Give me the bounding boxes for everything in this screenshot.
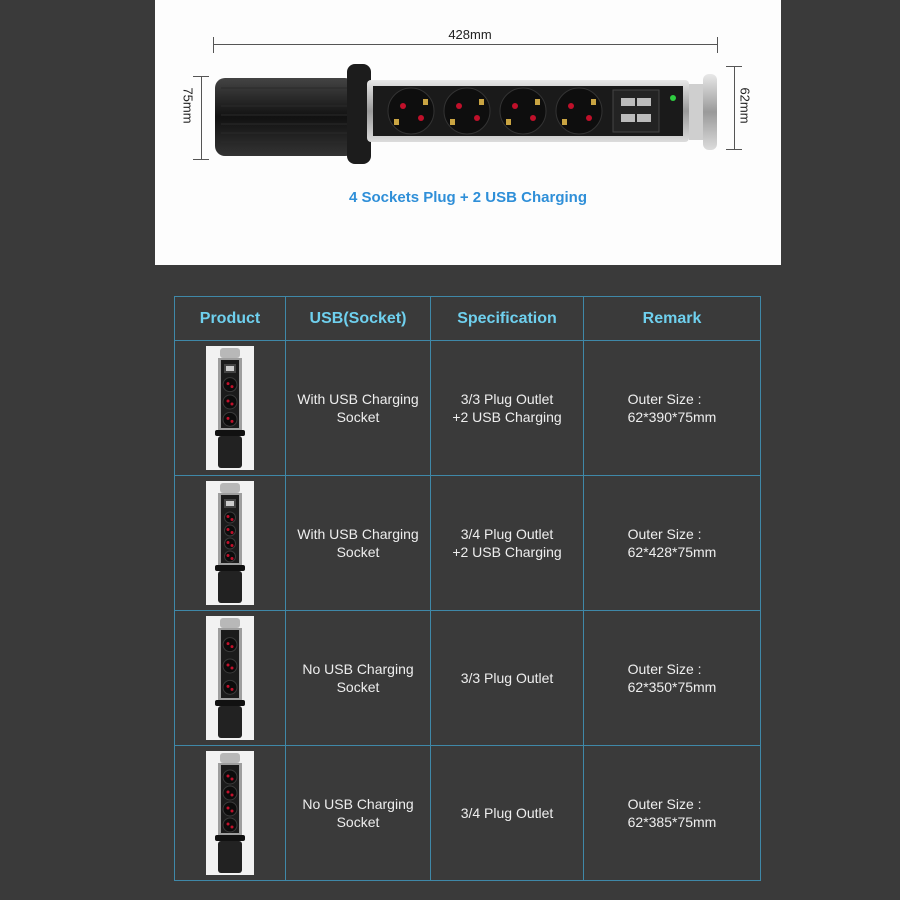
tower-thumbnail-icon (206, 751, 254, 875)
spec-cell (431, 611, 584, 746)
tower-thumbnail-icon (206, 346, 254, 470)
product-thumbnail (206, 616, 254, 740)
product-thumbnail-cell (175, 746, 286, 881)
table-header-row (175, 297, 761, 341)
header-product: Product (175, 297, 286, 341)
product-thumbnail (206, 346, 254, 470)
usb-module (613, 90, 659, 132)
product-caption: 4 Sockets Plug + 2 USB Charging (349, 189, 587, 206)
usb-cell (286, 341, 431, 476)
product-thumbnail-cell (175, 611, 286, 746)
remark-cell (584, 476, 761, 611)
product-thumbnail (206, 751, 254, 875)
depth-dimension-label: 62mm (737, 87, 753, 124)
usb-text: No USB Charging Socket (302, 661, 414, 695)
spec-text: 3/3 Plug Outlet (460, 670, 554, 686)
spec-text: 3/3 Plug Outlet +2 USB Charging (452, 391, 562, 425)
remark-cell (584, 746, 761, 881)
header-specification: Specification (431, 297, 584, 341)
width-dimension-label: 428mm (448, 27, 492, 42)
remark-text: Outer Size : 62*385*75mm (627, 796, 717, 830)
usb-cell (286, 611, 431, 746)
table-row (175, 746, 761, 881)
spec-cell (431, 476, 584, 611)
product-image-panel (155, 0, 781, 265)
remark-cell (584, 341, 761, 476)
power-socket-tower-illustration (155, 0, 781, 180)
table-row (175, 476, 761, 611)
tower-thumbnail-icon (206, 616, 254, 740)
table-row (175, 341, 761, 476)
product-thumbnail (206, 481, 254, 605)
top-cap (703, 74, 717, 150)
remark-text: Outer Size : 62*428*75mm (627, 526, 717, 560)
spec-text: 3/4 Plug Outlet (460, 805, 554, 821)
threaded-base (215, 78, 355, 156)
power-indicator-icon (670, 95, 676, 101)
header-remark: Remark (584, 297, 761, 341)
usb-text: No USB Charging Socket (302, 796, 414, 830)
spec-text: 3/4 Plug Outlet +2 USB Charging (452, 526, 562, 560)
usb-text: With USB Charging Socket (297, 526, 419, 560)
height-dimension-label: 75mm (180, 87, 196, 124)
tower-thumbnail-icon (206, 481, 254, 605)
spring-cap (689, 84, 705, 140)
specification-table (174, 296, 761, 881)
usb-cell (286, 746, 431, 881)
remark-cell (584, 611, 761, 746)
usb-text: With USB Charging Socket (297, 391, 419, 425)
usb-cell (286, 476, 431, 611)
remark-text: Outer Size : 62*390*75mm (627, 391, 717, 425)
spec-cell (431, 746, 584, 881)
spec-cell (431, 341, 584, 476)
remark-text: Outer Size : 62*350*75mm (627, 661, 717, 695)
product-thumbnail-cell (175, 341, 286, 476)
table-row (175, 611, 761, 746)
product-thumbnail-cell (175, 476, 286, 611)
header-usb-socket: USB(Socket) (286, 297, 431, 341)
